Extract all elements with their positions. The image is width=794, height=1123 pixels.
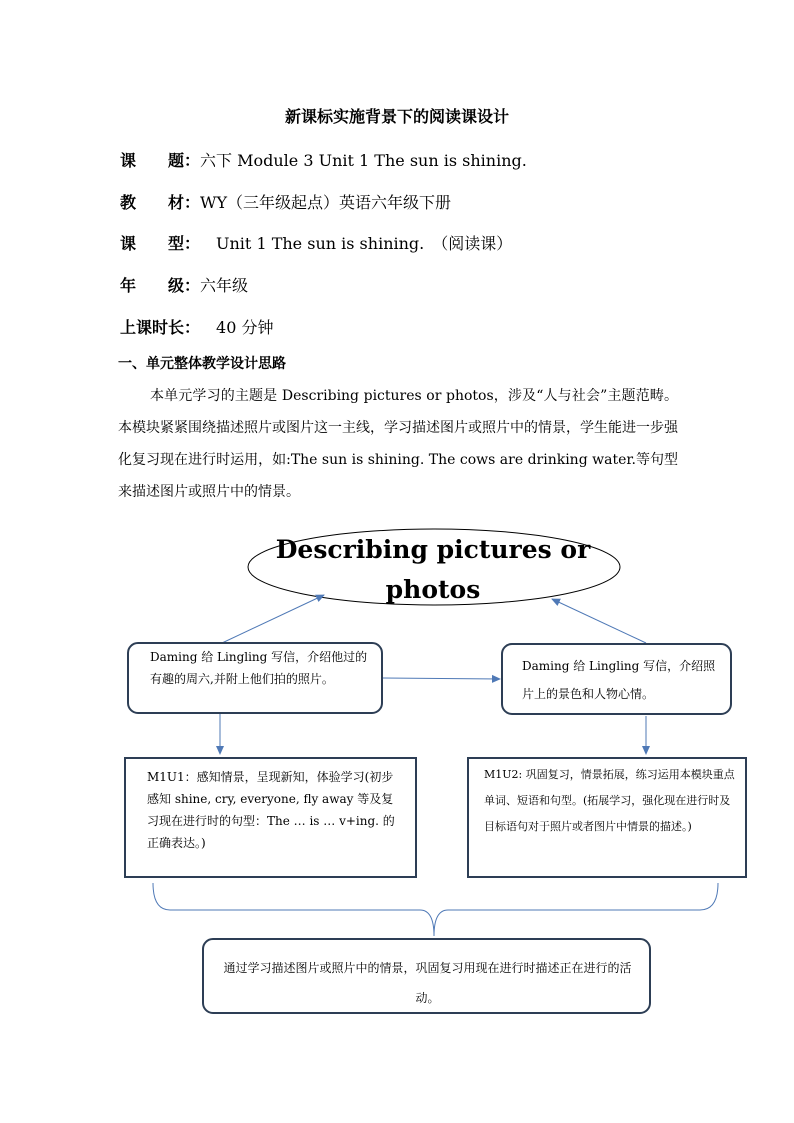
bottom-box-text: 通过学习描述图片或照片中的情景，巩固复习用现在进行时描述正在进行的活动。 [223, 961, 632, 1005]
field-topic-label: 课 题： [120, 151, 201, 170]
field-grade-label: 年 级： [120, 276, 201, 295]
field-textbook-label: 教 材： [120, 193, 201, 212]
m1u1-box-text: M1U1：感知情景，呈现新知，体验学习(初步感知 shine, cry, everyone, fly away 等及复习现在进行时的句型：The … is … v+ing. 的正确表达。) [147, 770, 395, 850]
field-lesson-type-value: Unit 1 The sun is shining. （阅读课） [200, 234, 513, 253]
ellipse-line-2: photos [385, 575, 481, 604]
bottom-brace [153, 883, 718, 936]
page-title: 新课标实施背景下的阅读课设计 [284, 107, 509, 126]
field-textbook-value: WY（三年级起点）英语六年级下册 [200, 193, 452, 212]
m1u2-box-text: M1U2: 巩固复习，情景拓展，练习运用本模块重点单词、短语和句型。(拓展学习，强化现在进行时及目标语句对于照片或者图片中情景的描述。) [484, 768, 735, 833]
section-heading: 一、单元整体教学设计思路 [118, 356, 286, 372]
field-duration-value: 40 分钟 [200, 318, 274, 337]
ellipse-label [268, 530, 598, 610]
right-box-text: Daming 给 Lingling 写信，介绍照片上的景色和人物心情。 [522, 659, 716, 701]
field-lesson-type-label: 课 型： [120, 234, 201, 253]
ellipse-line-1: Describing pictures or [275, 535, 591, 564]
field-grade-value: 六年级 [200, 276, 249, 295]
left-box-text: Daming 给 Lingling 写信，介绍他过的有趣的周六,并附上他们拍的照片。 [150, 650, 368, 686]
arrow-left-to-right-box [383, 678, 500, 679]
intro-paragraph: 本单元学习的主题是 Describing pictures or photos，涉及“人与社会”主题范畴。本模块紧紧围绕描述照片或图片这一主线，学习描述图片或照片中的情景，学生能进一步强化复习现在进行时运用，如:The sun is shining. The cows are drinking water.等句型来描述图片或照片中的情景。 [118, 388, 678, 500]
field-topic-value: 六下 Module 3 Unit 1 The sun is shining. [200, 151, 527, 170]
field-duration-label: 上课时长： [120, 318, 201, 337]
